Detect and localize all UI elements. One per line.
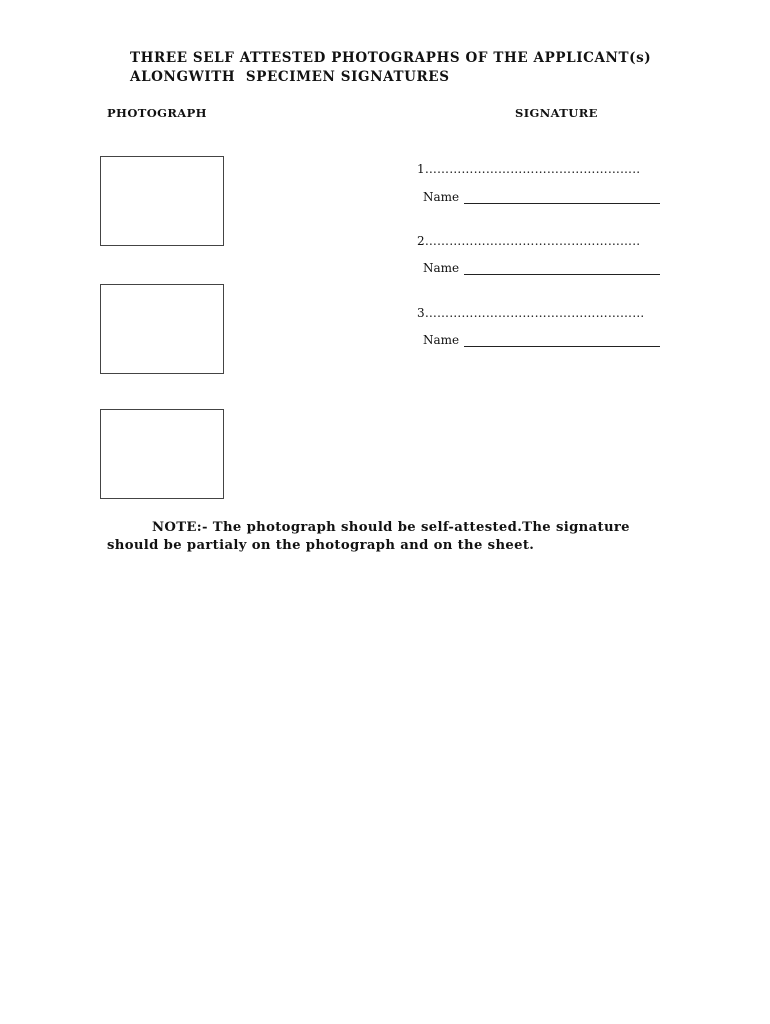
name-underline <box>464 336 660 347</box>
photograph-column-heading: PHOTOGRAPH <box>107 106 207 120</box>
name-label: Name <box>423 333 460 347</box>
photo-box-1 <box>100 156 224 246</box>
photo-box-2 <box>100 284 224 374</box>
signature-line-1: 1…………………………………………….. <box>417 162 641 176</box>
photo-box-3 <box>100 409 224 499</box>
title-line-1: THREE SELF ATTESTED PHOTOGRAPHS OF THE APPLICANT(s) <box>130 50 652 66</box>
name-field-1 <box>423 190 660 204</box>
signature-line-2: 2…………………………………………….. <box>417 234 641 248</box>
note-paragraph <box>107 519 719 555</box>
note-line-1: NOTE:- The photograph should be self-attested.The signature <box>152 520 630 535</box>
name-label: Name <box>423 261 460 275</box>
note-line-2: should be partialy on the photograph and on the sheet. <box>107 538 535 553</box>
signature-line-3: 3……………………………………………… <box>417 306 645 320</box>
title-line-2: ALONGWITH SPECIMEN SIGNATURES <box>130 69 450 85</box>
name-field-3 <box>423 333 660 347</box>
name-label: Name <box>423 190 460 204</box>
name-underline <box>464 264 660 275</box>
name-field-2 <box>423 261 660 275</box>
signature-column-heading: SIGNATURE <box>515 106 598 120</box>
name-underline <box>464 193 660 204</box>
